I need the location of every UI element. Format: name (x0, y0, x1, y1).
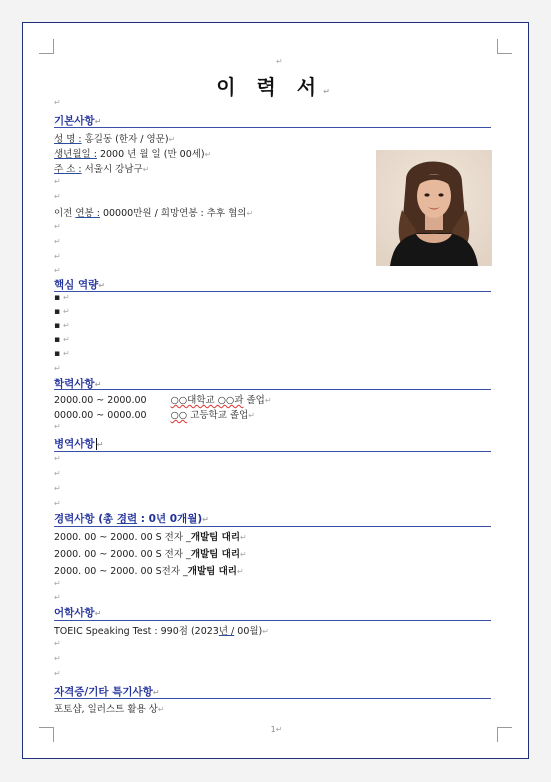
page-number: 1↵ (270, 725, 283, 734)
name-line[interactable]: 성 명 : 홍길동 (한자 / 영문)↵ (54, 134, 176, 145)
paragraph-mark: ↵ (54, 579, 61, 588)
education-row[interactable]: 0000.00 ~ 0000.00 ○○ 고등학교 졸업↵ (54, 410, 255, 421)
paragraph-mark: ↵ (54, 639, 61, 648)
paragraph-mark: ↵ (54, 484, 61, 493)
section-rule (54, 451, 491, 452)
margin-corner-top-right (497, 39, 512, 54)
paragraph-mark: ↵ (54, 593, 61, 602)
paragraph-mark: ↵ (54, 266, 61, 275)
section-rule (54, 389, 491, 390)
bullet-item[interactable]: ▪ ↵ (54, 307, 70, 317)
paragraph-mark: ↵ (276, 57, 283, 66)
paragraph-mark: ↵ (54, 192, 61, 201)
section-rule (54, 127, 491, 128)
paragraph-mark: ↵ (54, 454, 61, 463)
bullet-item[interactable]: ▪ ↵ (54, 293, 70, 303)
career-row[interactable]: 2000. 00 ~ 2000. 00 S 전자 _개발팀 대리↵ (54, 549, 247, 560)
paragraph-mark: ↵ (54, 177, 61, 186)
paragraph-mark: ↵ (54, 654, 61, 663)
paragraph-mark: ↵ (54, 98, 61, 107)
portrait-image (376, 150, 492, 266)
birth-line[interactable]: 생년월일 : 2000 년 월 일 (만 00세)↵ (54, 149, 212, 160)
address-line[interactable]: 주 소 : 서울시 강남구↵ (54, 164, 150, 175)
language-row[interactable]: TOEIC Speaking Test : 990점 (2023년 / 00월)↵ (54, 626, 269, 637)
career-row[interactable]: 2000. 00 ~ 2000. 00 S전자 _개발팀 대리↵ (54, 566, 244, 577)
paragraph-mark: ↵ (54, 422, 61, 431)
section-heading-language[interactable]: 어학사항↵ (54, 607, 102, 619)
paragraph-mark: ↵ (54, 364, 61, 373)
section-heading-career[interactable]: 경력사항 (총 경력 : 0년 0개월)↵ (54, 513, 209, 525)
section-heading-certificates[interactable]: 자격증/기타 특기사항↵ (54, 686, 160, 698)
bullet-item[interactable]: ▪ ↵ (54, 321, 70, 331)
margin-corner-top-left (39, 39, 54, 54)
document-title[interactable]: 이 력 서↵ (216, 75, 337, 99)
section-heading-military[interactable]: 병역사항 ↵ (54, 438, 104, 450)
section-heading-core[interactable]: 핵심 역량↵ (54, 279, 105, 291)
paragraph-mark: ↵ (54, 499, 61, 508)
document-page (22, 22, 529, 759)
career-row[interactable]: 2000. 00 ~ 2000. 00 S 전자 _개발팀 대리↵ (54, 532, 247, 543)
section-rule (54, 291, 491, 292)
paragraph-mark: ↵ (54, 469, 61, 478)
paragraph-mark: ↵ (54, 252, 61, 261)
salary-line[interactable]: 이전 연봉 : 00000만원 / 희망연봉 : 추후 협의↵ (54, 208, 254, 219)
section-rule (54, 698, 491, 699)
section-heading-education[interactable]: 학력사항↵ (54, 378, 102, 390)
bullet-item[interactable]: ▪ ↵ (54, 335, 70, 345)
section-rule (54, 620, 491, 621)
certificate-row[interactable]: 포토샵, 일러스트 활용 상↵ (54, 704, 165, 715)
section-rule (54, 526, 491, 527)
bullet-item[interactable]: ▪ ↵ (54, 349, 70, 359)
paragraph-mark: ↵ (54, 669, 61, 678)
paragraph-mark: ↵ (54, 237, 61, 246)
section-heading-basic[interactable]: 기본사항↵ (54, 115, 102, 127)
profile-photo[interactable] (376, 150, 492, 266)
paragraph-mark: ↵ (54, 222, 61, 231)
education-row[interactable]: 2000.00 ~ 2000.00 ○○대학교 ○○과 졸업↵ (54, 395, 272, 406)
